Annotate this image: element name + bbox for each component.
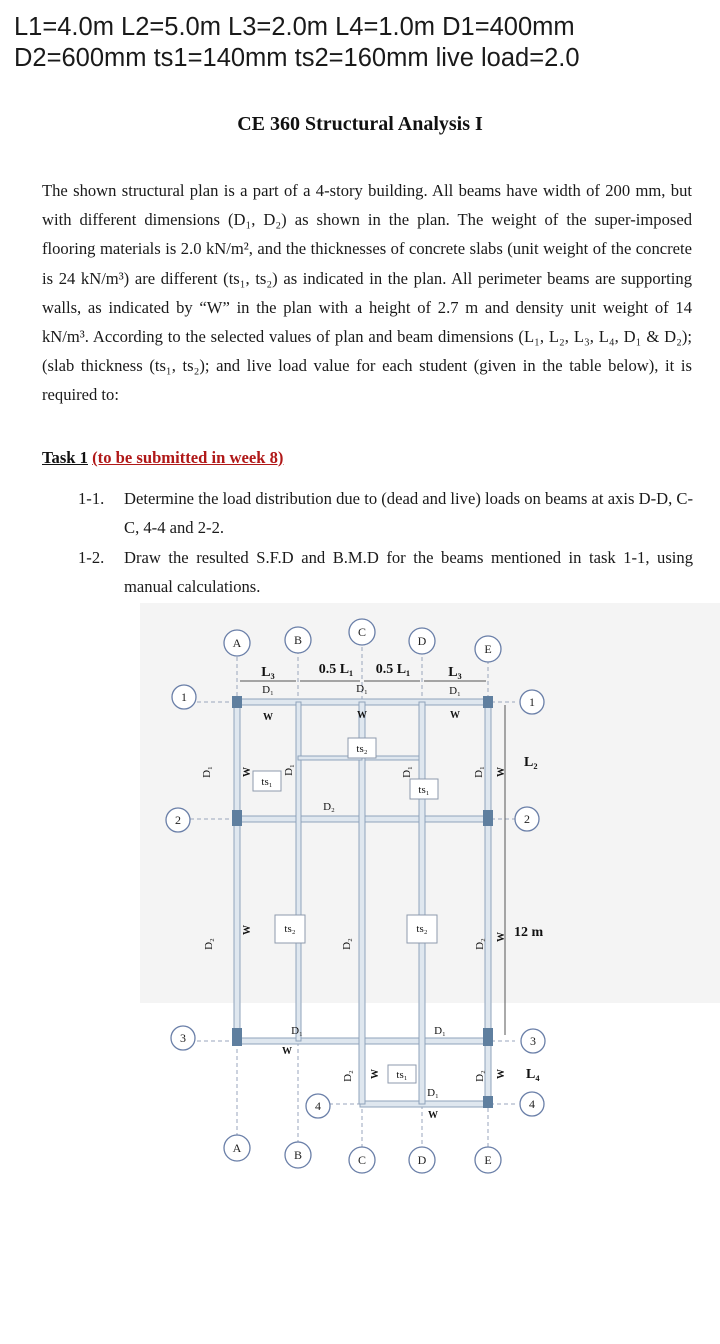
- bubble-label: E: [484, 642, 492, 656]
- dim-label: L₃: [448, 665, 462, 680]
- beam-label: D₂: [342, 1070, 354, 1082]
- beam-label: D₁: [427, 1087, 439, 1099]
- wall-label: W: [357, 710, 367, 721]
- header-line-2: D2=600mm ts1=140mm ts2=160mm live load=2.0: [14, 44, 580, 72]
- beam-label: D₁: [283, 764, 295, 776]
- bubble-label: B: [293, 633, 303, 647]
- beam-label: D₁: [356, 683, 368, 695]
- column: [232, 810, 242, 826]
- task-item-text: Draw the resulted S.F.D and B.M.D for the beams mentioned in task 1-1, using manual calculations.: [124, 548, 693, 596]
- slab-label: ts₁: [396, 1069, 408, 1081]
- beam-label: D₂: [323, 801, 335, 813]
- slab-label: ts₂: [284, 923, 296, 935]
- bubble-label: 2: [175, 813, 181, 827]
- bubble-label: D: [417, 634, 427, 648]
- slab-label: ts₁: [418, 784, 430, 796]
- column: [483, 1028, 493, 1046]
- beam-axis-A: [234, 702, 240, 1041]
- problem-paragraph: The shown structural plan is a part of a 4-story building. All beams have width of 200 mm, but with different dimensions (D₁, D₂) as shown in the plan. The weight of the super-imposed flooring materials is 2.0 kN/m², and the thicknesses of concrete slabs (unit weight of the concrete is 24 kN/m³) are different (ts₁, ts₂) as indicated in the plan. All perimeter beams are supporting walls, as indicated by “W” in the plan with a height of 2.7 m and density unit weight of 14 kN/m³. According to the selected values of plan and beam dimensions (L₁, L₂, L₃, L₄, D₁ & D₂); (slab thickness (ts₁, ts₂); and live load value for each student (given in the table below), it is required to:: [42, 181, 692, 405]
- slab-label: ts₂: [416, 923, 428, 935]
- column: [483, 696, 493, 708]
- task-title: Task 1: [42, 448, 88, 467]
- bubble-label: A: [232, 636, 242, 650]
- bubble-label: 1: [181, 690, 187, 704]
- beam-label: D₂: [474, 1070, 486, 1082]
- dim-label: L₄: [526, 1067, 540, 1082]
- bubble-label: B: [293, 1148, 303, 1162]
- wall-label: W: [242, 767, 253, 777]
- wall-label: W: [242, 925, 253, 935]
- beam-label: D₂: [341, 938, 353, 950]
- beam-axis-B: [296, 702, 301, 1041]
- header-line-1: L1=4.0m L2=5.0m L3=2.0m L4=1.0m D1=400mm: [14, 13, 575, 41]
- bubble-label: 3: [530, 1034, 536, 1048]
- course-title: CE 360 Structural Analysis I: [237, 113, 483, 135]
- bubble-label: D: [417, 1153, 427, 1167]
- beam-label: D₁: [449, 685, 461, 697]
- bubble-label: 3: [180, 1031, 186, 1045]
- bubble-label: A: [232, 1141, 242, 1155]
- column: [483, 1096, 493, 1108]
- bubble-label: 4: [529, 1097, 535, 1111]
- wall-label: W: [263, 712, 273, 723]
- bubble-label: 1: [529, 695, 535, 709]
- beam-axis-D: [419, 702, 425, 1104]
- wall-label: W: [428, 1110, 438, 1121]
- beam-label: D₁: [262, 684, 274, 696]
- wall-label: W: [370, 1069, 381, 1079]
- slab-label: ts₁: [261, 776, 273, 788]
- column: [483, 810, 493, 826]
- column: [232, 696, 242, 708]
- dim-label: 0.5 L₁: [318, 662, 354, 677]
- task-item-number: 1-1.: [78, 489, 105, 508]
- beam-axis-C: [359, 702, 365, 1104]
- beam-label: D₂: [203, 938, 215, 950]
- beam-label: D₁: [401, 766, 413, 778]
- bubble-label: C: [357, 625, 367, 639]
- dim-label: 0.5 L₁: [375, 662, 411, 677]
- bubble-label: 4: [315, 1099, 321, 1113]
- beam-label: D₁: [473, 766, 485, 778]
- dim-label: 12 m: [514, 925, 544, 940]
- bubble-label: E: [484, 1153, 492, 1167]
- wall-label: W: [282, 1046, 292, 1057]
- beam-label: D₂: [474, 938, 486, 950]
- task-subtitle: (to be submitted in week 8): [92, 448, 284, 467]
- wall-label: W: [496, 767, 507, 777]
- slab-label: ts₂: [356, 743, 368, 755]
- beam-label: D₁: [201, 766, 213, 778]
- bubble-label: C: [357, 1153, 367, 1167]
- column: [232, 1028, 242, 1046]
- wall-label: W: [496, 932, 507, 942]
- dim-label: L₂: [524, 755, 538, 770]
- beam-label: D₁: [291, 1025, 303, 1037]
- wall-label: W: [496, 1069, 507, 1079]
- dim-label: L₃: [261, 665, 275, 680]
- wall-label: W: [450, 710, 460, 721]
- task-item-number: 1-2.: [78, 548, 105, 567]
- bubble-label: 2: [524, 812, 530, 826]
- beam-label: D₁: [434, 1025, 446, 1037]
- task-item-text: Determine the load distribution due to (dead and live) loads on beams at axis D-D, C-C, 4-4 and 2-2.: [124, 489, 693, 537]
